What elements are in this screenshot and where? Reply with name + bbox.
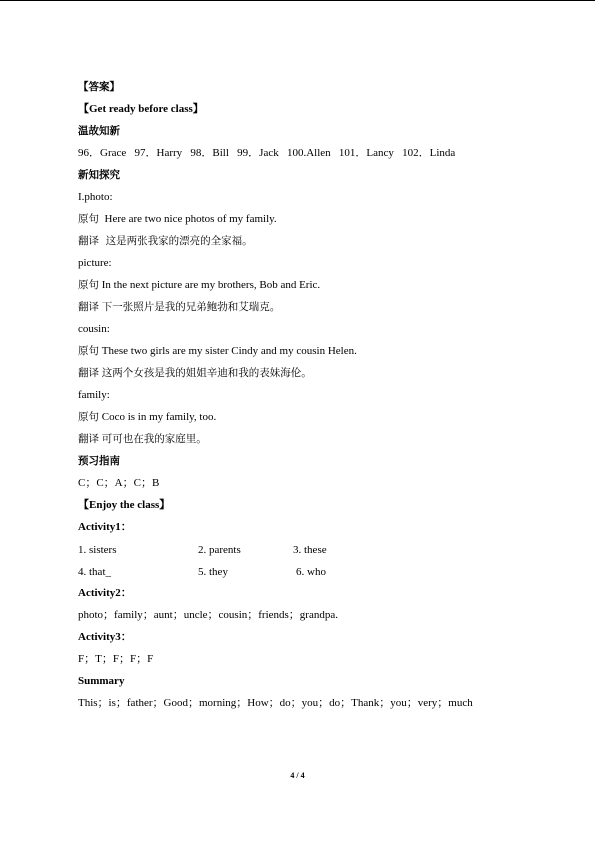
vocab-translation: 翻译 这是两张我家的漂亮的全家福。 [78,235,253,247]
activity3-answers: F；T；F；F；F [78,653,154,665]
activity1-answer: 6. who [296,566,326,578]
summary-answers: This；is；father；Good；morning；How；do；you；do；Thank；you；very；much [78,697,473,709]
vocab-word: cousin: [78,323,110,335]
review-heading: 温故知新 [78,125,120,137]
vocab-translation: 翻译 可可也在我的家庭里。 [78,433,207,445]
header-rule [0,0,595,1]
vocab-translation: 翻译 下一张照片是我的兄弟鲍勃和艾瑞克。 [78,301,281,313]
activity1-answer: 2. parents [198,544,241,556]
enjoy-heading: 【Enjoy the class】 [78,499,171,511]
get-ready-heading: 【Get ready before class】 [78,103,204,115]
activity3-heading: Activity3： [78,631,132,643]
activity2-answers: photo；family；aunt；uncle；cousin；friends；grandpa. [78,609,338,621]
activity1-heading: Activity1： [78,521,132,533]
page-number: 4 / 4 [290,771,305,780]
answer-heading: 【答案】 [78,81,120,93]
vocab-original: 原句 Here are two nice photos of my family. [78,213,277,225]
preview-heading: 预习指南 [78,455,120,467]
vocab-word: I.photo: [78,191,113,203]
explore-heading: 新知探究 [78,169,120,181]
activity1-answer: 3. these [293,544,327,556]
vocab-word: family: [78,389,110,401]
review-answers: 96．Grace 97．Harry 98．Bill 99．Jack 100.Allen 101．Lancy 102．Linda [78,147,456,159]
activity1-answer: 5. they [198,566,228,578]
vocab-original: 原句 These two girls are my sister Cindy and my cousin Helen. [78,345,357,357]
vocab-translation: 翻译 这两个女孩是我的姐姐辛迪和我的表妹海伦。 [78,367,312,379]
activity1-answer: 1. sisters [78,544,117,556]
vocab-original: 原句 Coco is in my family, too. [78,411,217,423]
summary-heading: Summary [78,675,125,687]
preview-answers: C；C；A；C；B [78,477,160,489]
activity1-answer: 4. that_ [78,566,111,578]
vocab-original: 原句 In the next picture are my brothers, Bob and Eric. [78,279,321,291]
activity2-heading: Activity2： [78,587,132,599]
vocab-word: picture: [78,257,112,269]
